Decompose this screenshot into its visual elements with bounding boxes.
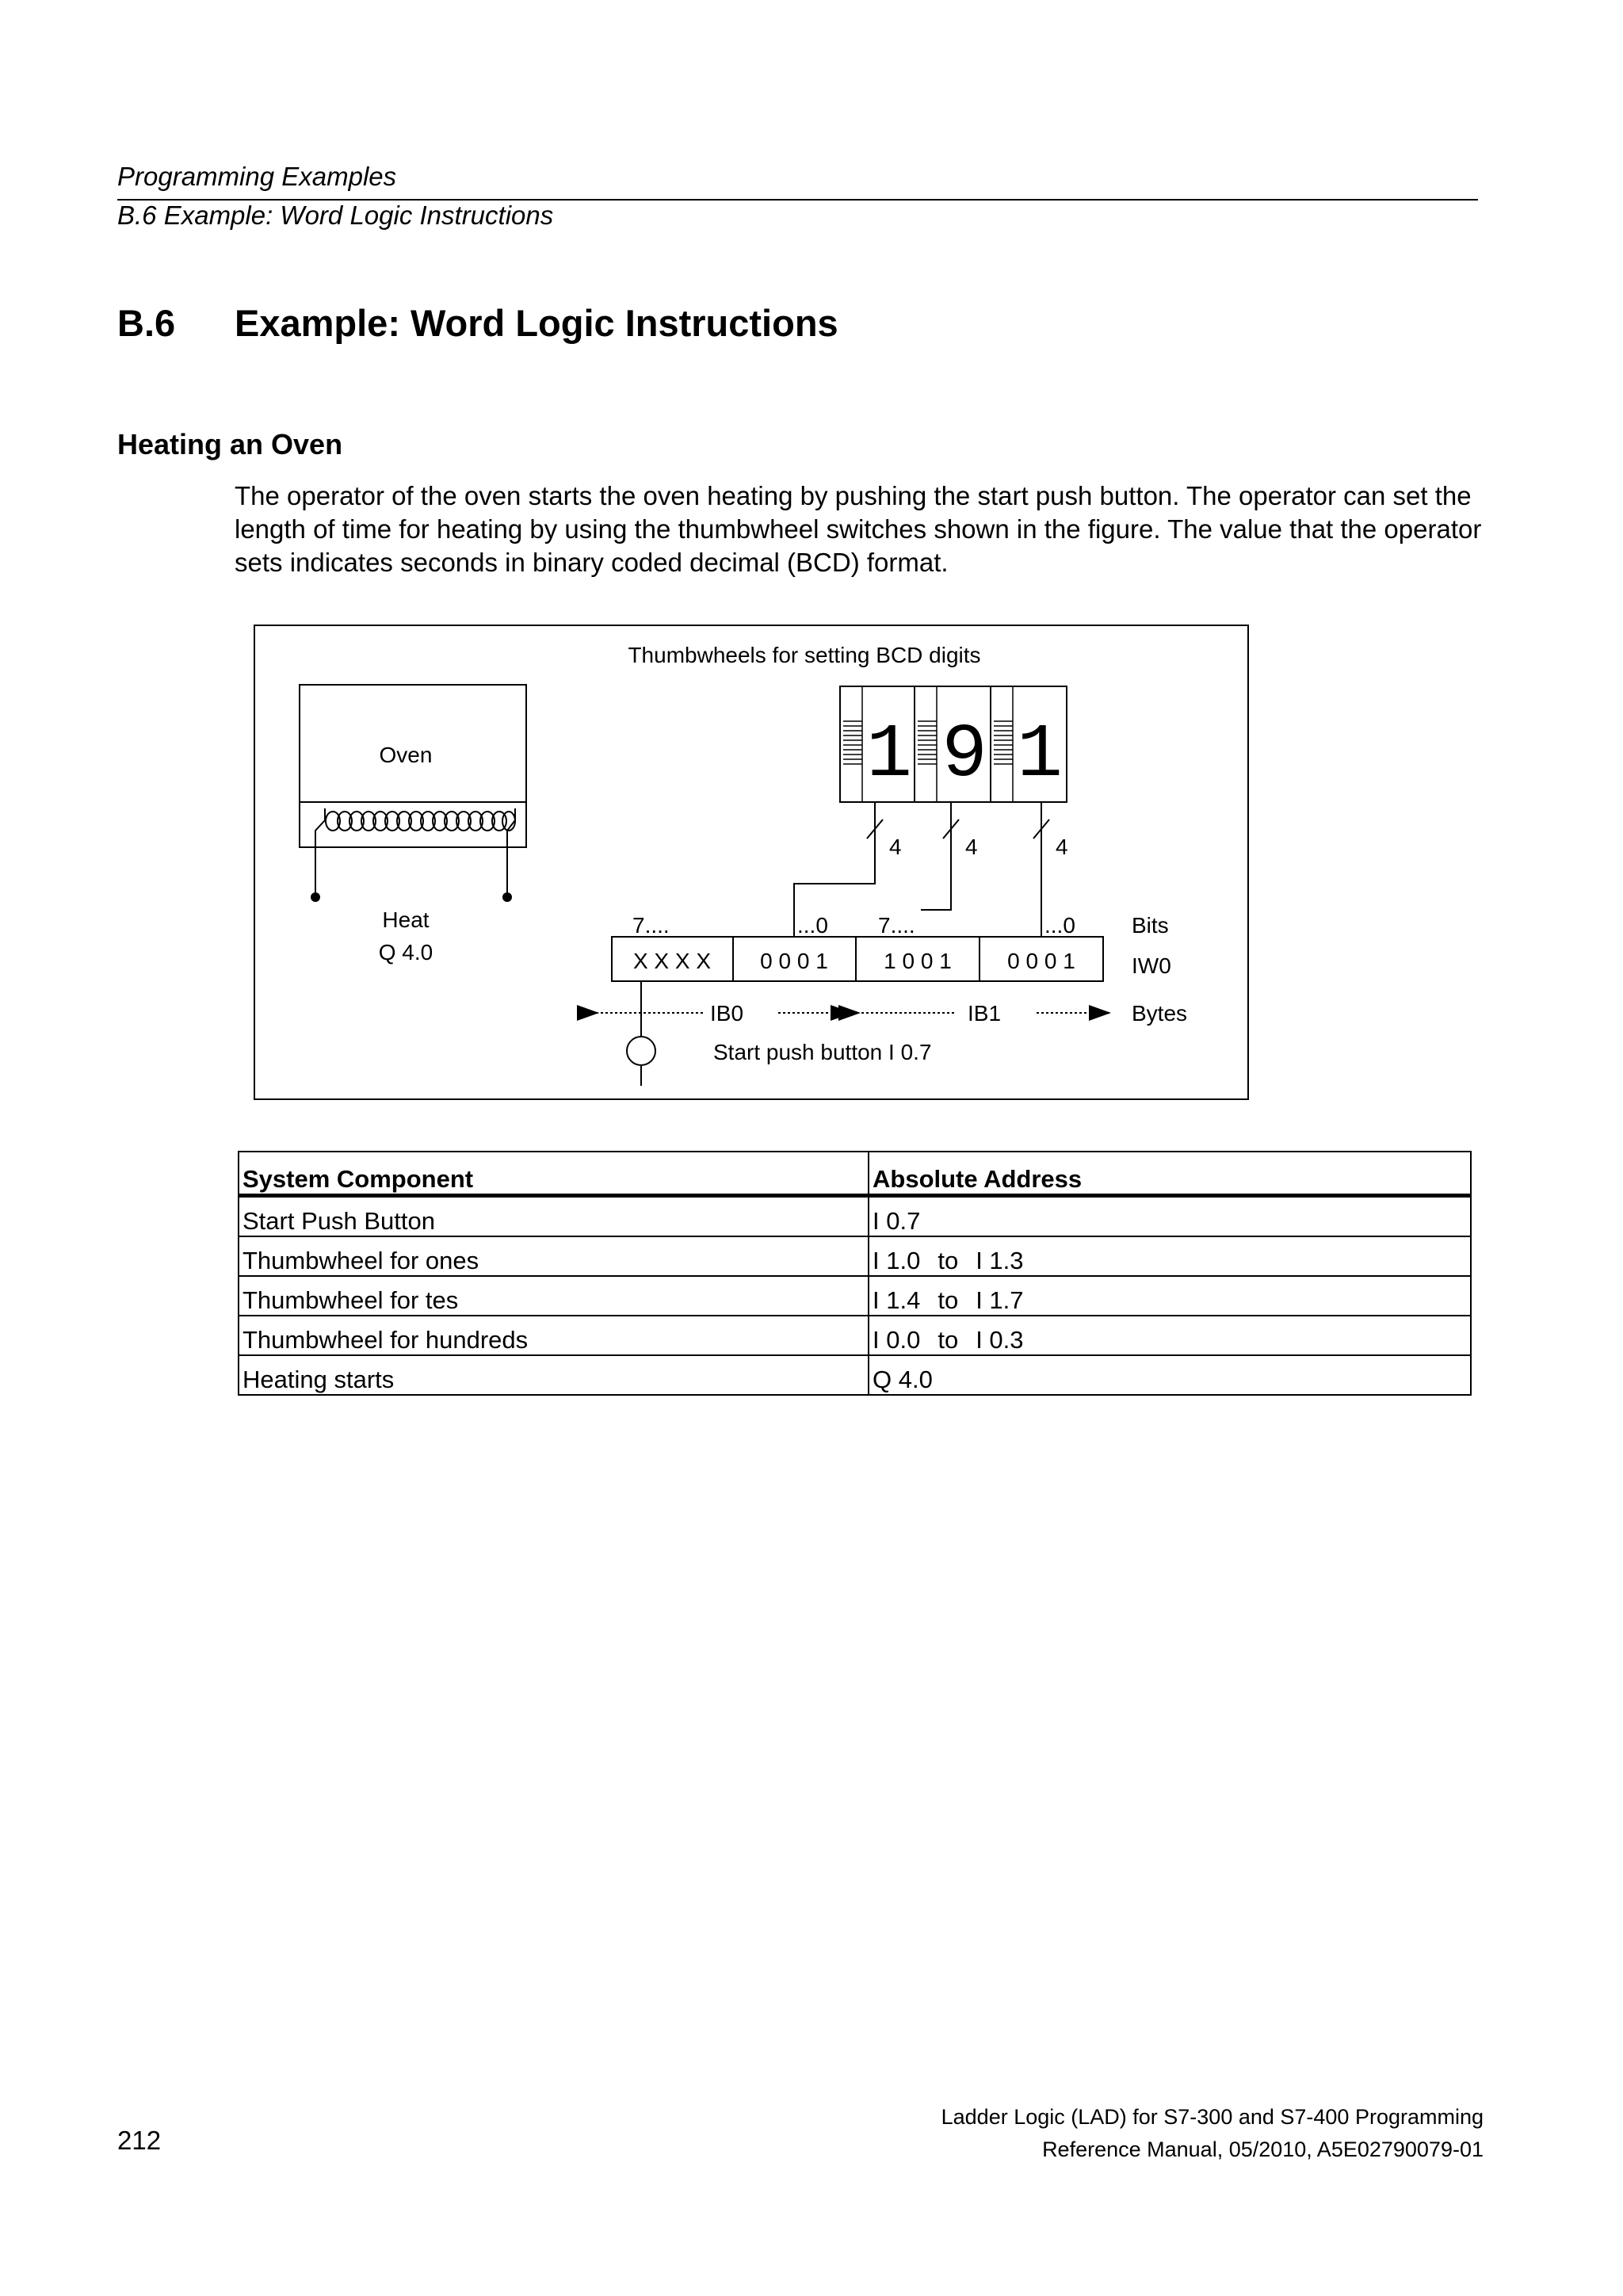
- bit-marker: ...0: [1044, 913, 1075, 938]
- terminal-dot: [311, 892, 320, 902]
- heat-address: Q 4.0: [378, 940, 433, 965]
- thumbwheel-caption: Thumbwheels for setting BCD digits: [628, 643, 981, 667]
- bit-marker: 7....: [878, 913, 915, 938]
- bus-width-label: 4: [965, 835, 978, 859]
- nibble: X X X X: [632, 949, 712, 973]
- input-word-iw0: [612, 937, 1103, 981]
- nibble: 0 0 0 1: [1007, 949, 1075, 973]
- address-cell: I 0.0 to I 0.3: [869, 1316, 1471, 1355]
- component-cell: Start Push Button: [239, 1196, 869, 1237]
- bytes-label: Bytes: [1132, 1001, 1188, 1026]
- table-row: [239, 1196, 1471, 1237]
- nibble: 0 0 0 1: [760, 949, 828, 973]
- table-row: [239, 1316, 1471, 1355]
- running-header-section: B.6 Example: Word Logic Instructions: [117, 201, 554, 230]
- footer-doc-title: Ladder Logic (LAD) for S7-300 and S7-400 Programming: [941, 2105, 1484, 2129]
- bit-marker: 7....: [632, 913, 670, 938]
- address-cell: I 0.7: [869, 1196, 1471, 1237]
- bits-label: Bits: [1132, 913, 1169, 938]
- bus-width-label: 4: [889, 835, 902, 859]
- table-row: [239, 1236, 1471, 1276]
- heating-coil-loops: [326, 812, 515, 831]
- component-cell: Heating starts: [239, 1355, 869, 1395]
- heat-label: Heat: [382, 907, 430, 932]
- address-table: [238, 1151, 1472, 1396]
- subheading: Heating an Oven: [117, 428, 343, 460]
- component-cell: Thumbwheel for ones: [239, 1236, 869, 1276]
- table-row: [239, 1355, 1471, 1395]
- bus-lines: [794, 802, 1049, 937]
- byte-label: IB0: [710, 1001, 744, 1026]
- start-push-button: [627, 981, 655, 1086]
- column-header: Absolute Address: [869, 1152, 1471, 1196]
- oven-label: Oven: [379, 743, 433, 767]
- footer-doc-ref: Reference Manual, 05/2010, A5E02790079-01: [1042, 2137, 1484, 2161]
- table-header-row: [239, 1152, 1471, 1196]
- running-header-chapter: Programming Examples: [117, 162, 397, 191]
- component-cell: Thumbwheel for hundreds: [239, 1316, 869, 1355]
- oven-diagram: [255, 626, 1251, 1102]
- component-cell: Thumbwheel for tes: [239, 1276, 869, 1316]
- push-button-label: Start push button I 0.7: [713, 1040, 932, 1064]
- oven: [300, 685, 526, 965]
- bus-width-label: 4: [1056, 835, 1068, 859]
- thumbwheel-digit-hundreds: 1: [866, 712, 912, 798]
- page-number: 212: [117, 2126, 162, 2155]
- intro-paragraph: The operator of the oven starts the oven heating by pushing the start push button. The operator can set the length of time for heating by using the thumbwheel switches shown in the figure. The value that the operator sets indicates seconds in binary coded decimal (BCD) format.: [235, 481, 1482, 577]
- byte-label: IB1: [968, 1001, 1002, 1026]
- address-cell: Q 4.0: [869, 1355, 1471, 1395]
- address-cell: I 1.4 to I 1.7: [869, 1276, 1471, 1316]
- thumbwheel-digit-tens: 9: [941, 712, 987, 798]
- thumbwheel-digit-ones: 1: [1017, 712, 1063, 798]
- terminal-dot: [502, 892, 512, 902]
- address-cell: I 1.0 to I 1.3: [869, 1236, 1471, 1276]
- section-title: Example: Word Logic Instructions: [235, 302, 838, 344]
- table-row: [239, 1276, 1471, 1316]
- section-number: B.6: [117, 302, 176, 344]
- word-label: IW0: [1132, 953, 1171, 978]
- thumbwheels: [628, 643, 1067, 802]
- oven-figure: [254, 625, 1249, 1100]
- heating-coil: [325, 808, 515, 820]
- nibble: 1 0 0 1: [884, 949, 952, 973]
- column-header: System Component: [239, 1152, 869, 1196]
- bit-marker: ...0: [797, 913, 828, 938]
- heater-leads: [315, 820, 515, 897]
